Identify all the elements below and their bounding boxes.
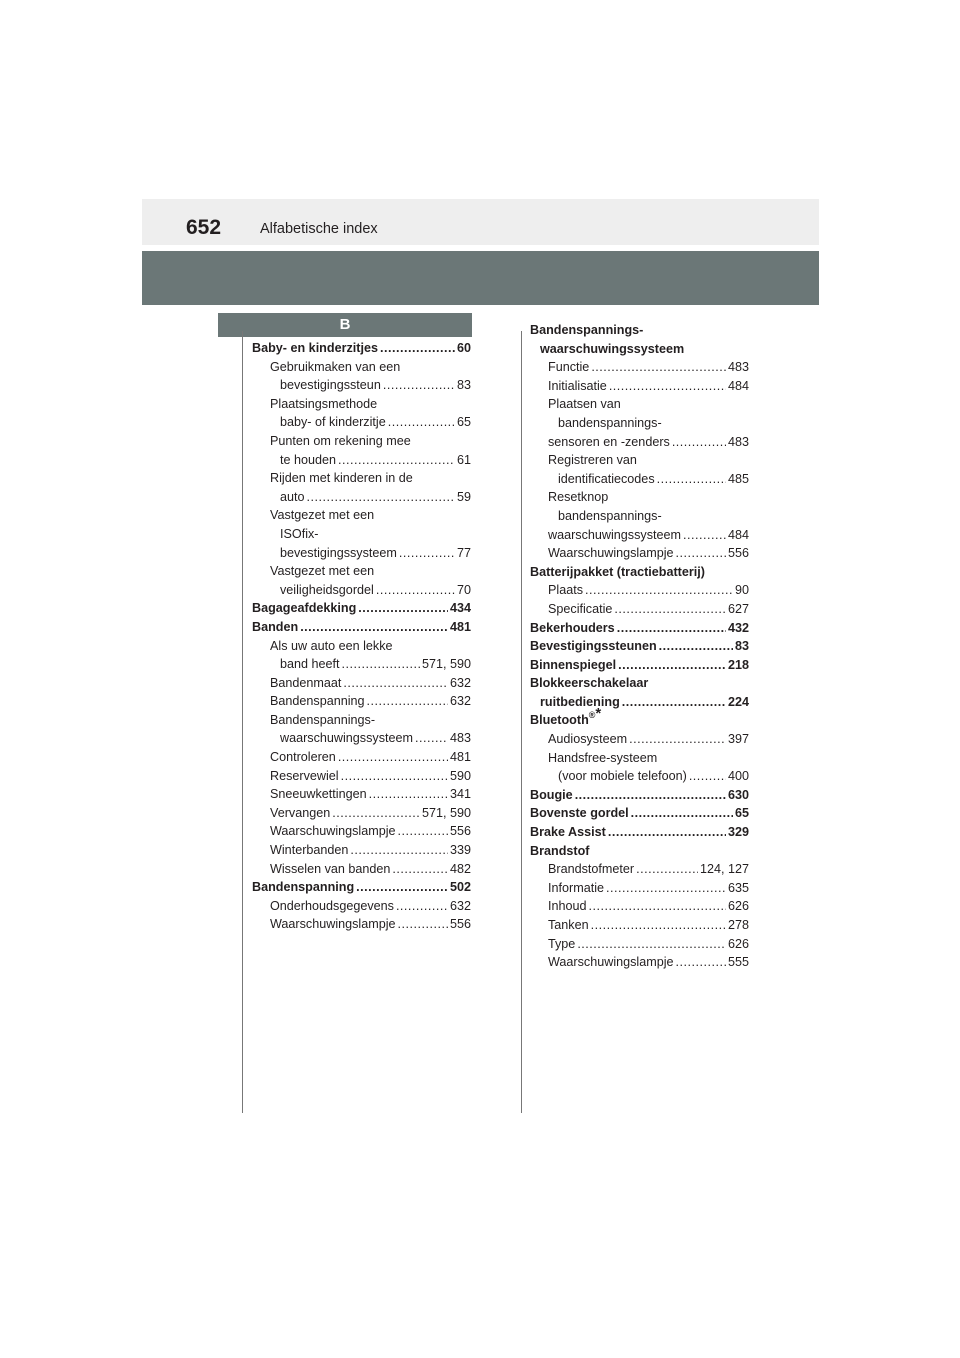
entry-label: baby- of kinderzitje	[280, 415, 386, 430]
entry-label: Bagageafdekking	[252, 601, 357, 616]
registered-mark: ®	[588, 710, 596, 721]
entry-label: identificatiecodes	[558, 471, 655, 486]
index-entry	[252, 339, 471, 358]
dot-leader	[676, 953, 726, 972]
entry-label: waarschuwingssysteem	[548, 527, 681, 542]
index-entry	[252, 655, 471, 674]
page-reference: 65	[456, 415, 471, 430]
page-reference: 556	[449, 824, 471, 839]
entry-label: Specificatie	[548, 601, 613, 616]
dot-leader	[358, 599, 448, 618]
footnote-star: *	[595, 705, 602, 723]
index-heading	[252, 506, 471, 525]
dot-leader	[396, 897, 448, 916]
page-reference: 482	[449, 861, 471, 876]
entry-label: sensoren en -zenders	[548, 434, 670, 449]
index-heading	[252, 358, 471, 377]
index-entry	[530, 693, 749, 712]
page-reference: 341	[449, 787, 471, 802]
page-reference: 400	[727, 769, 749, 784]
dot-leader	[380, 339, 455, 358]
index-entry	[530, 433, 749, 452]
page-reference: 627	[727, 601, 749, 616]
entry-label: ISOfix-	[280, 526, 319, 541]
entry-label: Rijden met kinderen in de	[270, 471, 413, 486]
entry-label: Waarschuwingslampje	[270, 824, 396, 839]
index-entry	[530, 953, 749, 972]
index-column-left	[252, 339, 471, 934]
index-entry	[252, 748, 471, 767]
dot-leader	[608, 823, 726, 842]
dot-leader	[672, 433, 726, 452]
page-reference: 555	[727, 955, 749, 970]
title-bar	[142, 251, 819, 305]
index-entry	[530, 767, 749, 786]
index-entry	[252, 841, 471, 860]
dot-leader	[388, 413, 455, 432]
index-heading	[252, 637, 471, 656]
entry-label: Initialisatie	[548, 378, 607, 393]
dot-leader	[683, 526, 726, 545]
page-reference: 571, 590	[421, 657, 471, 672]
entry-label: Onderhoudsgegevens	[270, 898, 394, 913]
entry-label: Waarschuwingslampje	[548, 955, 674, 970]
index-entry	[252, 599, 471, 618]
index-entry	[530, 358, 749, 377]
index-heading	[530, 395, 749, 414]
page-reference: 224	[727, 694, 749, 709]
dot-leader	[383, 376, 455, 395]
index-entry	[252, 692, 471, 711]
index-entry	[252, 581, 471, 600]
dot-leader	[591, 916, 726, 935]
column-divider-middle	[521, 331, 522, 1113]
index-entry	[252, 915, 471, 934]
entry-label: Type	[548, 936, 576, 951]
entry-label: veiligheidsgordel	[280, 582, 374, 597]
dot-leader	[631, 804, 733, 823]
dot-leader	[367, 692, 448, 711]
entry-label: Tanken	[548, 918, 589, 932]
page-reference: 83	[734, 639, 749, 654]
page-reference: 434	[449, 601, 471, 616]
dot-leader	[376, 581, 455, 600]
dot-leader	[614, 600, 726, 619]
index-heading	[530, 749, 749, 768]
page-reference: 571, 590	[421, 805, 471, 820]
page-reference: 485	[727, 471, 749, 486]
entry-label: Audiosysteem	[548, 732, 628, 747]
index-entry	[252, 822, 471, 841]
index-heading	[530, 563, 749, 582]
page-reference: 481	[449, 619, 471, 634]
page-reference: 329	[727, 825, 749, 840]
section-title: Alfabetische index	[260, 221, 378, 237]
entry-label: Bandenspanning	[270, 694, 365, 709]
entry-label: bevestigingssteun	[280, 378, 381, 393]
page-reference: 90	[734, 583, 749, 598]
entry-label: Winterbanden	[270, 843, 349, 858]
index-entry	[252, 413, 471, 432]
entry-label: Resetknop	[548, 490, 609, 505]
page-reference: 483	[727, 434, 749, 449]
index-heading	[530, 674, 749, 693]
page-reference: 556	[449, 917, 471, 932]
entry-label: Als uw auto een lekke	[270, 638, 393, 653]
entry-label: Batterijpakket (tractiebatterij)	[530, 564, 705, 579]
index-entry	[530, 823, 749, 842]
index-entry	[530, 619, 749, 638]
dot-leader	[577, 935, 726, 954]
entry-label: Brake Assist	[530, 825, 606, 840]
index-entry	[530, 804, 749, 823]
page-reference: 77	[456, 545, 471, 560]
page-reference: 83	[456, 378, 471, 393]
column-divider-left	[242, 331, 243, 1113]
entry-label: Bluetooth	[530, 713, 589, 728]
page-reference: 632	[449, 694, 471, 709]
page-reference: 483	[449, 731, 471, 746]
entry-label: Sneeuwkettingen	[270, 787, 367, 802]
dot-leader	[332, 804, 420, 823]
page-reference: 630	[727, 787, 749, 802]
page-reference: 397	[727, 732, 749, 747]
entry-label: bandenspannings-	[558, 415, 662, 430]
entry-label: Banden	[252, 619, 299, 634]
page-reference: 635	[727, 880, 749, 895]
index-entry	[530, 600, 749, 619]
dot-leader	[657, 470, 726, 489]
entry-label: Registreren van	[548, 453, 637, 468]
entry-label: Vastgezet met een	[270, 508, 375, 523]
index-entry	[530, 935, 749, 954]
index-heading	[252, 562, 471, 581]
index-entry	[530, 470, 749, 489]
index-entry	[252, 674, 471, 693]
page-reference: 432	[727, 620, 749, 635]
dot-leader	[636, 860, 698, 879]
entry-label: auto	[280, 489, 305, 504]
index-entry	[530, 526, 749, 545]
index-heading	[530, 414, 749, 433]
entry-label: Bekerhouders	[530, 620, 615, 635]
entry-label: Bandenmaat	[270, 675, 342, 690]
index-heading	[530, 842, 749, 861]
entry-label: Inhoud	[548, 899, 587, 914]
entry-label: Wisselen van banden	[270, 861, 391, 876]
index-entry	[530, 860, 749, 879]
entry-label: Bevestigingssteunen	[530, 639, 657, 654]
index-entry	[252, 729, 471, 748]
page-reference: 59	[456, 489, 471, 504]
dot-leader	[585, 581, 733, 600]
dot-leader	[341, 767, 448, 786]
dot-leader	[398, 915, 448, 934]
page-reference: 339	[449, 843, 471, 858]
entry-label: Gebruikmaken van een	[270, 359, 401, 374]
page-reference: 124, 127	[699, 862, 749, 877]
dot-leader	[356, 878, 448, 897]
page-reference: 278	[727, 918, 749, 932]
dot-leader	[659, 637, 733, 656]
index-entry	[252, 544, 471, 563]
entry-label: Functie	[548, 360, 590, 375]
index-entry	[252, 488, 471, 507]
index-entry	[252, 878, 471, 897]
entry-label: Brandstofmeter	[548, 862, 635, 877]
entry-label: Vervangen	[270, 805, 331, 820]
page-reference: 218	[727, 657, 749, 672]
index-entry	[252, 767, 471, 786]
entry-label: Bandenspannings-	[270, 712, 376, 727]
dot-leader	[415, 729, 448, 748]
index-entry	[530, 786, 749, 805]
entry-label: (voor mobiele telefoon)	[558, 769, 687, 784]
entry-label: ruitbediening	[540, 694, 620, 709]
dot-leader	[350, 841, 448, 860]
index-heading	[252, 525, 471, 544]
dot-leader	[343, 674, 448, 693]
entry-label: Bovenste gordel	[530, 806, 629, 821]
index-entry	[252, 860, 471, 879]
dot-leader	[338, 748, 448, 767]
index-entry	[530, 544, 749, 563]
entry-label: Baby- en kinderzitjes	[252, 341, 378, 355]
entry-label: bevestigingssysteem	[280, 545, 397, 560]
entry-label: Brandstof	[530, 843, 590, 858]
dot-leader	[392, 860, 448, 879]
index-entry	[252, 618, 471, 637]
dot-leader	[609, 377, 726, 396]
dot-leader	[338, 451, 455, 470]
index-heading	[252, 432, 471, 451]
page-reference: 483	[727, 360, 749, 375]
dot-leader	[575, 786, 726, 805]
entry-label: Punten om rekening mee	[270, 433, 411, 448]
dot-leader	[342, 655, 420, 674]
entry-label: Bandenspannings-	[530, 323, 644, 337]
index-entry	[252, 897, 471, 916]
index-entry	[530, 897, 749, 916]
page-reference: 484	[727, 378, 749, 393]
entry-label: bandenspannings-	[558, 508, 662, 523]
entry-label: Plaats	[548, 583, 584, 598]
index-entry	[530, 730, 749, 749]
page-reference: 632	[449, 675, 471, 690]
entry-label: Bougie	[530, 787, 573, 802]
index-entry	[530, 637, 749, 656]
dot-leader	[606, 879, 726, 898]
index-column-right	[530, 321, 749, 972]
index-heading	[530, 340, 749, 359]
index-heading	[530, 321, 749, 340]
page-reference: 626	[727, 899, 749, 914]
dot-leader	[622, 693, 726, 712]
index-heading	[530, 488, 749, 507]
page-reference: 61	[456, 452, 471, 467]
dot-leader	[369, 785, 448, 804]
dot-leader	[629, 730, 726, 749]
page-reference: 590	[449, 768, 471, 783]
dot-leader	[591, 358, 726, 377]
dot-leader	[399, 544, 455, 563]
dot-leader	[307, 488, 455, 507]
page-reference: 632	[449, 898, 471, 913]
dot-leader	[617, 619, 726, 638]
dot-leader	[676, 544, 726, 563]
index-heading	[530, 451, 749, 470]
entry-label: Waarschuwingslampje	[270, 917, 396, 932]
entry-label: Plaatsen van	[548, 397, 621, 412]
entry-label: Bandenspanning	[252, 880, 355, 895]
dot-leader	[300, 618, 448, 637]
index-heading	[252, 469, 471, 488]
index-heading	[252, 395, 471, 414]
page-reference: 556	[727, 546, 749, 561]
entry-label: Plaatsingsmethode	[270, 396, 378, 411]
index-entry	[530, 656, 749, 675]
page-reference: 481	[449, 750, 471, 765]
dot-leader	[589, 897, 726, 916]
entry-label: Binnenspiegel	[530, 657, 617, 672]
entry-label: Blokkeerschakelaar	[530, 676, 649, 691]
page-reference: 484	[727, 527, 749, 542]
page-reference: 65	[734, 806, 749, 821]
entry-label: band heeft	[280, 657, 340, 672]
index-entry	[530, 879, 749, 898]
page-reference: 60	[456, 341, 471, 355]
entry-label: Controleren	[270, 750, 336, 765]
index-heading	[530, 507, 749, 526]
index-entry	[530, 916, 749, 935]
entry-label: Informatie	[548, 880, 604, 895]
index-heading	[530, 705, 749, 730]
header-band	[142, 199, 819, 245]
entry-label: Waarschuwingslampje	[548, 546, 674, 561]
dot-leader	[398, 822, 448, 841]
page-reference: 502	[449, 880, 471, 895]
index-heading	[252, 711, 471, 730]
letter-tab: B	[218, 313, 472, 337]
index-entry	[252, 451, 471, 470]
entry-label: waarschuwingssysteem	[280, 731, 413, 746]
entry-label: Handsfree-systeem	[548, 750, 658, 765]
index-entry	[530, 377, 749, 396]
entry-label: Reservewiel	[270, 768, 339, 783]
page-number: 652	[186, 216, 222, 239]
index-entry	[530, 581, 749, 600]
index-entry	[252, 804, 471, 823]
dot-leader	[689, 767, 726, 786]
page-reference: 70	[456, 582, 471, 597]
entry-label: te houden	[280, 452, 337, 467]
dot-leader	[618, 656, 726, 675]
entry-label: waarschuwingssysteem	[540, 341, 685, 356]
entry-label: Vastgezet met een	[270, 564, 375, 579]
index-entry	[252, 376, 471, 395]
page-reference: 626	[727, 936, 749, 951]
index-entry	[252, 785, 471, 804]
